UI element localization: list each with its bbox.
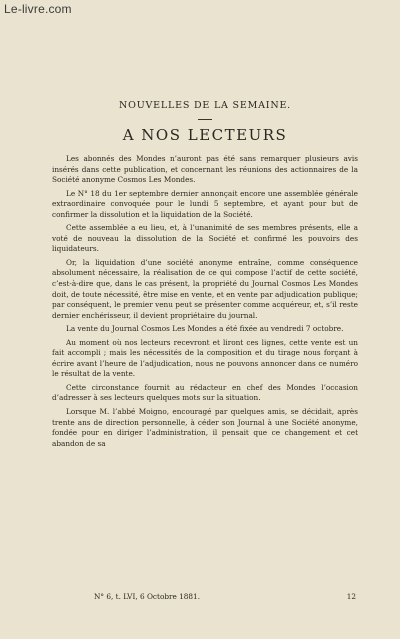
page-footer [94,592,356,601]
paragraph: Au moment où nos lecteurs recevront et liront ces lignes, cette vente est un fait accompli ; mais les nécessités de la composition et du tirage nous forçant à écrire avant l’heure de l’adjudication, nous ne pouvons annoncer dans ce numéro le résultat de la vente. [52,337,358,379]
watermark: Le-livre.com [4,2,72,16]
page-number: 12 [346,592,356,601]
paragraph: Le N° 18 du 1er septembre dernier annonçait encore une assemblée générale extraordinaire convoquée pour le lundi 5 septembre, et ayant pour but de confirmer la dissolution et la liquidation de la Société. [52,188,358,219]
section-title: NOUVELLES DE LA SEMAINE. [119,100,291,111]
paragraph: Or, la liquidation d’une société anonyme entraîne, comme conséquence absolument nécessaire, la réalisation de ce qui compose l’actif de cette société, c’est-à-dire que, dans le cas présent, la propriété du Journal Cosmos Les Mondes doit, de toute nécessité, être mise en vente, et en vente par adjudication publique; par conséquent, le premier venu peut se présenter comme acquéreur, et, s’il reste dernier enchérisseur, il devient propriétaire du journal. [52,257,358,320]
paragraph: Cette assemblée a eu lieu, et, à l’unanimité de ses membres présents, elle a voté de nouveau la dissolution de la Société et confirmé les pouvoirs des liquidateurs. [52,223,358,254]
article-title: A NOS LECTEURS [122,126,288,144]
title-rule [198,119,212,120]
paragraph: La vente du Journal Cosmos Les Mondes a été fixée au vendredi 7 octobre. [66,324,344,334]
paragraph: Lorsque M. l’abbé Moigno, encouragé par quelques amis, se décidait, après trente ans de direction personnelle, à céder son Journal à une Société anonyme, fondée pour en diriger l’administration, il pensait que ce changement et cet abandon de sa [52,407,358,448]
paragraph: Les abonnés des Mondes n’auront pas été sans remarquer plusieurs avis insérés dans cette publication, et concernant les réunions des actionnaires de la Société anonyme Cosmos Les Mondes. [52,154,358,185]
document-page [52,100,358,452]
paragraph: Cette circonstance fournit au rédacteur en chef des Mondes l’occasion d’adresser à ses lecteurs quelques mots sur la situation. [52,382,358,403]
issue-info: N° 6, t. LVI, 6 Octobre 1881. [94,592,201,601]
